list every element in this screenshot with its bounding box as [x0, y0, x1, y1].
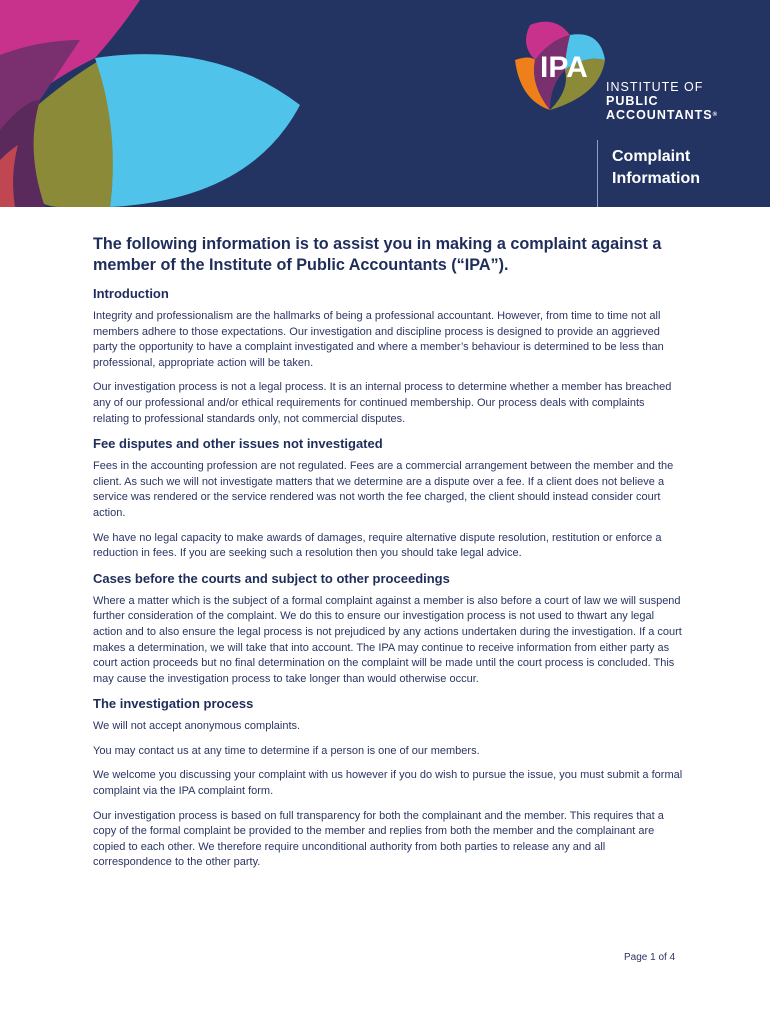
logo-line-3 [606, 108, 718, 122]
paragraph: We will not accept anonymous complaints. [93, 720, 301, 733]
paragraph: Our investigation process is not a legal process. It is an internal process to determine whether a member has breached any of our professional and/or ethical requirements for continued membership. Our process deals with complaints relating to professional standards only, not commercial disputes. [93, 381, 672, 425]
document-title-line-2: Information [612, 170, 700, 187]
logo-line-2: PUBLIC [606, 94, 659, 108]
paragraph: You may contact us at any time to determine if a person is one of our members. [93, 744, 480, 757]
registered-mark: ® [712, 112, 719, 118]
logo-wordmark [606, 80, 718, 122]
logo-line-3-text: ACCOUNTANTS [606, 108, 713, 122]
section-heading: Fee disputes and other issues not investigated [93, 436, 383, 452]
section-heading: The investigation process [93, 696, 254, 712]
paragraph: We welcome you discussing your complaint with us however if you do wish to pursue the issue, you must submit a formal complaint via the IPA complaint form. [93, 769, 683, 798]
section-courts [93, 571, 683, 688]
section-heading: Introduction [93, 286, 169, 301]
header-divider [597, 140, 598, 207]
section-introduction [93, 286, 683, 427]
paragraph: Where a matter which is the subject of a formal complaint against a member is also before a court of law we will suspend further consideration of the complaint. We do this to ensure our investigation process is not used to thwart any legal action and to also ensure the legal process is not prejudiced by any actions undertaken during the investigation. If a court makes a determination, we will take that into account. The IPA may continue to receive information from either party as court action proceeds but no final determination on the complaint will be made until the court process is concluded. This may cause the investigation process to take longer than would otherwise occur. [93, 594, 682, 685]
paragraph: Fees in the accounting profession are not regulated. Fees are a commercial arrangement between the member and the client. As such we will not investigate matters that we determine are a dispute over a fee. If a client does not believe a service was rendered or the service rendered was not worth the fee charged, the client should instead consider court action. [93, 460, 674, 519]
document-body [93, 234, 683, 880]
paragraph: We have no legal capacity to make awards of damages, require alternative dispute resolution, restitution or enforce a reduction in fees. If you are seeking such a resolution then you should take legal advice. [93, 531, 662, 560]
section-fee-disputes [93, 436, 683, 562]
paragraph: Our investigation process is based on full transparency for both the complainant and the member. This requires that a copy of the formal complaint be provided to the member and replies from both the member and the complainant are copied to each other. We therefore require unconditional authority from both parties to release any and all correspondence to the other party. [93, 809, 664, 869]
paragraph: Integrity and professionalism are the hallmarks of being a professional accountant. However, from time to time not all members adhere to those expectations. Our investigation and discipline process is designed to provide an aggrieved party the opportunity to have a complaint investigated and where a member’s behaviour is determined to be less than professional, appropriate action will be taken. [93, 310, 664, 369]
document-title-line-1: Complaint [612, 148, 691, 165]
section-investigation-process [93, 696, 683, 871]
page-number: Page 1 of 4 [624, 952, 676, 963]
section-heading: Cases before the courts and subject to other proceedings [93, 570, 450, 586]
header-banner [0, 0, 770, 207]
cyan-shape [95, 54, 300, 207]
logo-abbreviation: IPA [540, 51, 588, 84]
ipa-logo [510, 15, 770, 135]
decorative-artwork [0, 0, 420, 207]
logo-line-1: INSTITUTE OF [606, 80, 704, 94]
lead-heading: The following information is to assist you in making a complaint against a member of the Institute of Public Accountants (“IPA”). [93, 235, 662, 274]
document-title [612, 146, 752, 190]
